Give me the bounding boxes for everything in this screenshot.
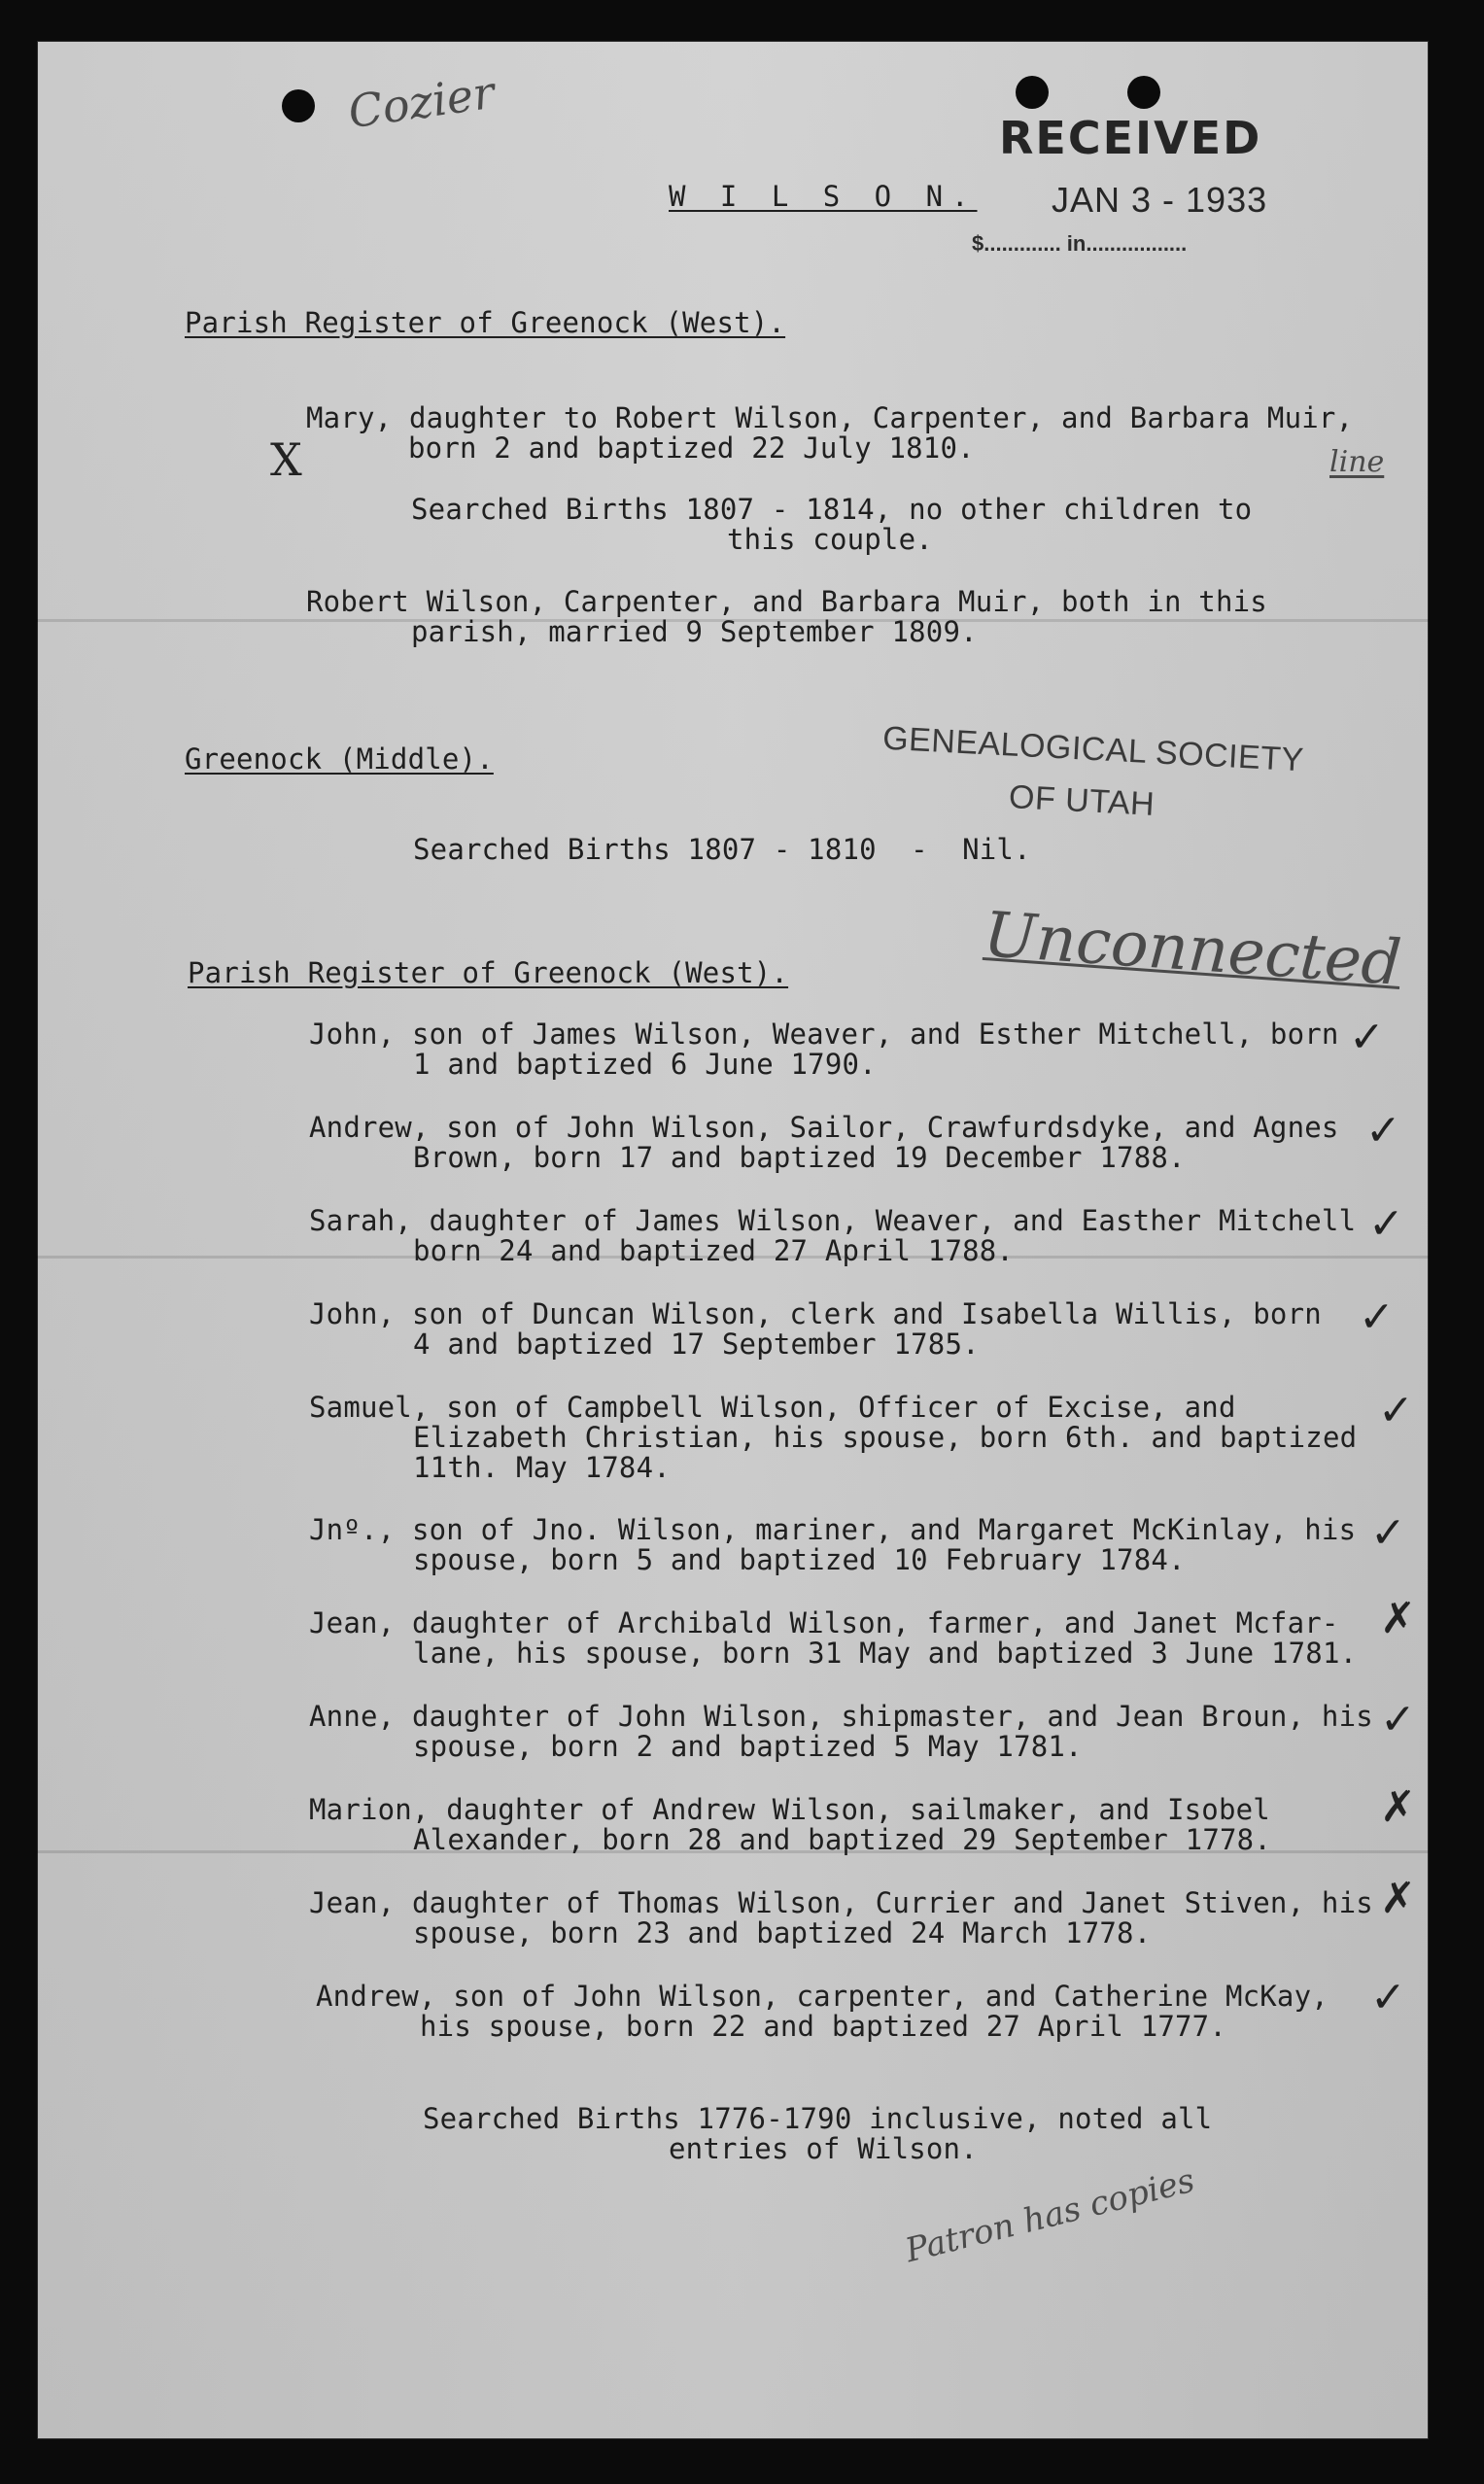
- check-mark: ✓: [1368, 1199, 1404, 1249]
- punch-hole: [1016, 76, 1049, 109]
- received-stamp: RECEIVED: [999, 112, 1262, 164]
- entry-line: spouse, born 5 and baptized 10 February 1784.: [413, 1543, 1186, 1576]
- handwritten-name: Cozier: [344, 65, 499, 139]
- document-title: W I L S O N.: [669, 180, 978, 213]
- section-heading: Parish Register of Greenock (West).: [188, 956, 789, 989]
- handwritten-margin-note: line: [1329, 445, 1385, 479]
- check-mark: ✓: [1380, 1695, 1416, 1744]
- entry-line: 1 and baptized 6 June 1790.: [413, 1048, 877, 1081]
- check-mark: ✓: [1359, 1293, 1395, 1342]
- marriage-entry: parish, married 9 September 1809.: [411, 615, 978, 648]
- entry-line: his spouse, born 22 and baptized 27 April 1777.: [420, 2010, 1226, 2043]
- entry-line: lane, his spouse, born 31 May and baptized 3 June 1781.: [413, 1637, 1358, 1670]
- cross-mark: ✗: [1380, 1874, 1416, 1923]
- entry-line: spouse, born 23 and baptized 24 March 1778.: [413, 1916, 1152, 1949]
- entry-line: John, son of James Wilson, Weaver, and Esther Mitchell, born: [309, 1018, 1339, 1051]
- entry-line: Jean, daughter of Thomas Wilson, Currier and Janet Stiven, his: [309, 1886, 1373, 1919]
- entry-line: Andrew, son of John Wilson, Sailor, Crawfurdsdyke, and Agnes: [309, 1111, 1339, 1144]
- cross-mark: ✗: [1380, 1594, 1416, 1643]
- entry-line: Jean, daughter of Archibald Wilson, farmer, and Janet Mcfar-: [309, 1606, 1339, 1639]
- society-stamp-line: OF UTAH: [1008, 778, 1156, 823]
- handwritten-footer-note: Patron has copies: [901, 2160, 1199, 2271]
- entry-line: born 24 and baptized 27 April 1788.: [413, 1234, 1015, 1267]
- section-heading: Greenock (Middle).: [185, 742, 494, 776]
- check-mark: ✓: [1378, 1386, 1414, 1435]
- search-note: Searched Births 1776-1790 inclusive, noted all: [423, 2102, 1213, 2135]
- search-note: Searched Births 1807 - 1810 - Nil.: [413, 833, 1031, 866]
- cross-mark: ✗: [1380, 1782, 1416, 1832]
- entry-line: Alexander, born 28 and baptized 29 September 1778.: [413, 1823, 1271, 1856]
- entry-line: 11th. May 1784.: [413, 1451, 671, 1484]
- search-note: entries of Wilson.: [669, 2132, 978, 2165]
- punch-hole: [282, 89, 315, 122]
- entry-line: Brown, born 17 and baptized 19 December 1788.: [413, 1141, 1186, 1174]
- check-mark: ✓: [1370, 1508, 1406, 1558]
- section-heading: Parish Register of Greenock (West).: [185, 306, 786, 339]
- entry-line: Samuel, son of Campbell Wilson, Officer of Excise, and: [309, 1391, 1236, 1424]
- check-mark: ✓: [1370, 1973, 1406, 2022]
- entry-line: Jnº., son of Jno. Wilson, mariner, and Margaret McKinlay, his: [309, 1513, 1357, 1546]
- marriage-entry: Robert Wilson, Carpenter, and Barbara Muir, both in this: [306, 585, 1267, 618]
- check-mark: ✓: [1349, 1013, 1385, 1062]
- entry-line: Marion, daughter of Andrew Wilson, sailmaker, and Isobel: [309, 1793, 1270, 1826]
- entry-line: Andrew, son of John Wilson, carpenter, and Catherine McKay,: [316, 1980, 1329, 2013]
- check-mark: ✓: [1365, 1106, 1401, 1156]
- search-note: Searched Births 1807 - 1814, no other children to: [411, 493, 1253, 526]
- entry-line: John, son of Duncan Wilson, clerk and Isabella Willis, born: [309, 1297, 1322, 1330]
- entry-line: Sarah, daughter of James Wilson, Weaver, and Easther Mitchell: [309, 1204, 1357, 1237]
- entry-line: 4 and baptized 17 September 1785.: [413, 1328, 980, 1361]
- handwritten-annotation: Unconnected: [981, 899, 1404, 1000]
- margin-x-mark: X: [270, 433, 302, 486]
- society-stamp-line: GENEALOGICAL SOCIETY: [881, 719, 1305, 779]
- received-stamp-date: JAN 3 - 1933: [1052, 180, 1268, 220]
- received-stamp-line: $............. in.................: [972, 231, 1188, 256]
- entry-line: Mary, daughter to Robert Wilson, Carpenter, and Barbara Muir,: [306, 401, 1354, 434]
- entry-line: spouse, born 2 and baptized 5 May 1781.: [413, 1730, 1083, 1763]
- entry-line: born 2 and baptized 22 July 1810.: [408, 431, 975, 465]
- entry-line: Elizabeth Christian, his spouse, born 6th. and baptized: [413, 1421, 1358, 1454]
- punch-hole: [1127, 76, 1160, 109]
- entry-line: Anne, daughter of John Wilson, shipmaster, and Jean Broun, his: [309, 1700, 1373, 1733]
- search-note: this couple.: [727, 523, 933, 556]
